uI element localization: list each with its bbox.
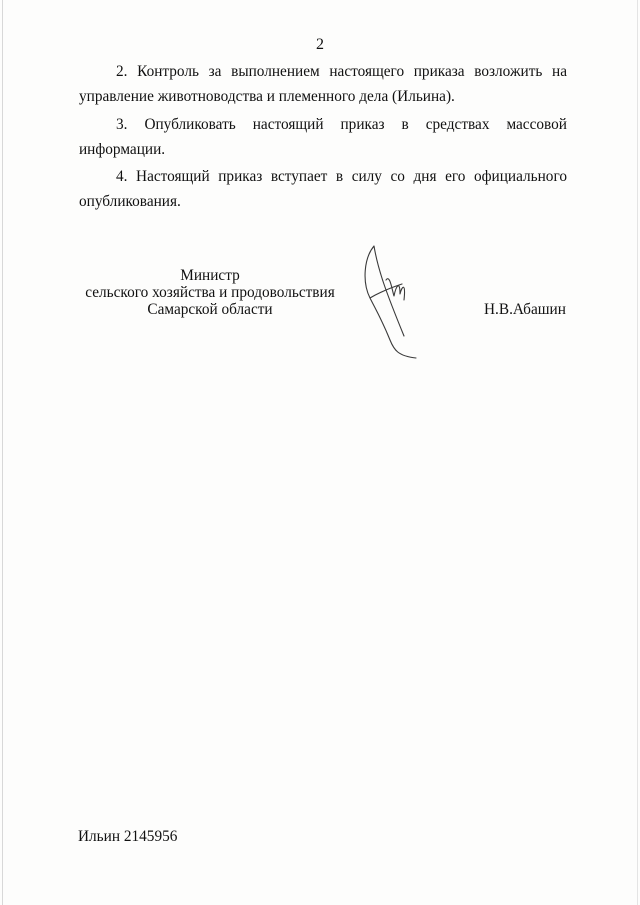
paragraph-2-line-1: 2. Контроль за выполнением настоящего приказа возложить на: [116, 63, 567, 80]
scan-edge-right: [637, 0, 638, 905]
scan-edge-left: [2, 0, 3, 905]
paragraph-3: [79, 112, 567, 162]
paragraph-4-line-2: опубликования.: [79, 193, 181, 210]
paragraph-4: [79, 164, 567, 214]
paragraph-2: [79, 59, 567, 109]
paragraph-3-line-2: информации.: [79, 141, 166, 158]
paragraph-4-line-1: 4. Настоящий приказ вступает в силу со дня его официального: [116, 168, 567, 185]
executor-reference: Ильин 2145956: [78, 828, 178, 845]
page-number: 2: [316, 36, 324, 53]
paragraph-2-line-2: управление животноводства и племенного дела (Ильина).: [79, 88, 455, 105]
signer-name: Н.В.Абашин: [484, 301, 566, 318]
signer-title-line-1: Министр: [180, 267, 240, 284]
signer-title-block: [70, 267, 350, 318]
signer-title-line-3: Самарской области: [147, 301, 273, 318]
paragraph-3-line-1: 3. Опубликовать настоящий приказ в средствах массовой: [116, 116, 567, 133]
signer-title-line-2: сельского хозяйства и продовольствия: [85, 284, 335, 301]
handwritten-signature: [360, 240, 430, 360]
